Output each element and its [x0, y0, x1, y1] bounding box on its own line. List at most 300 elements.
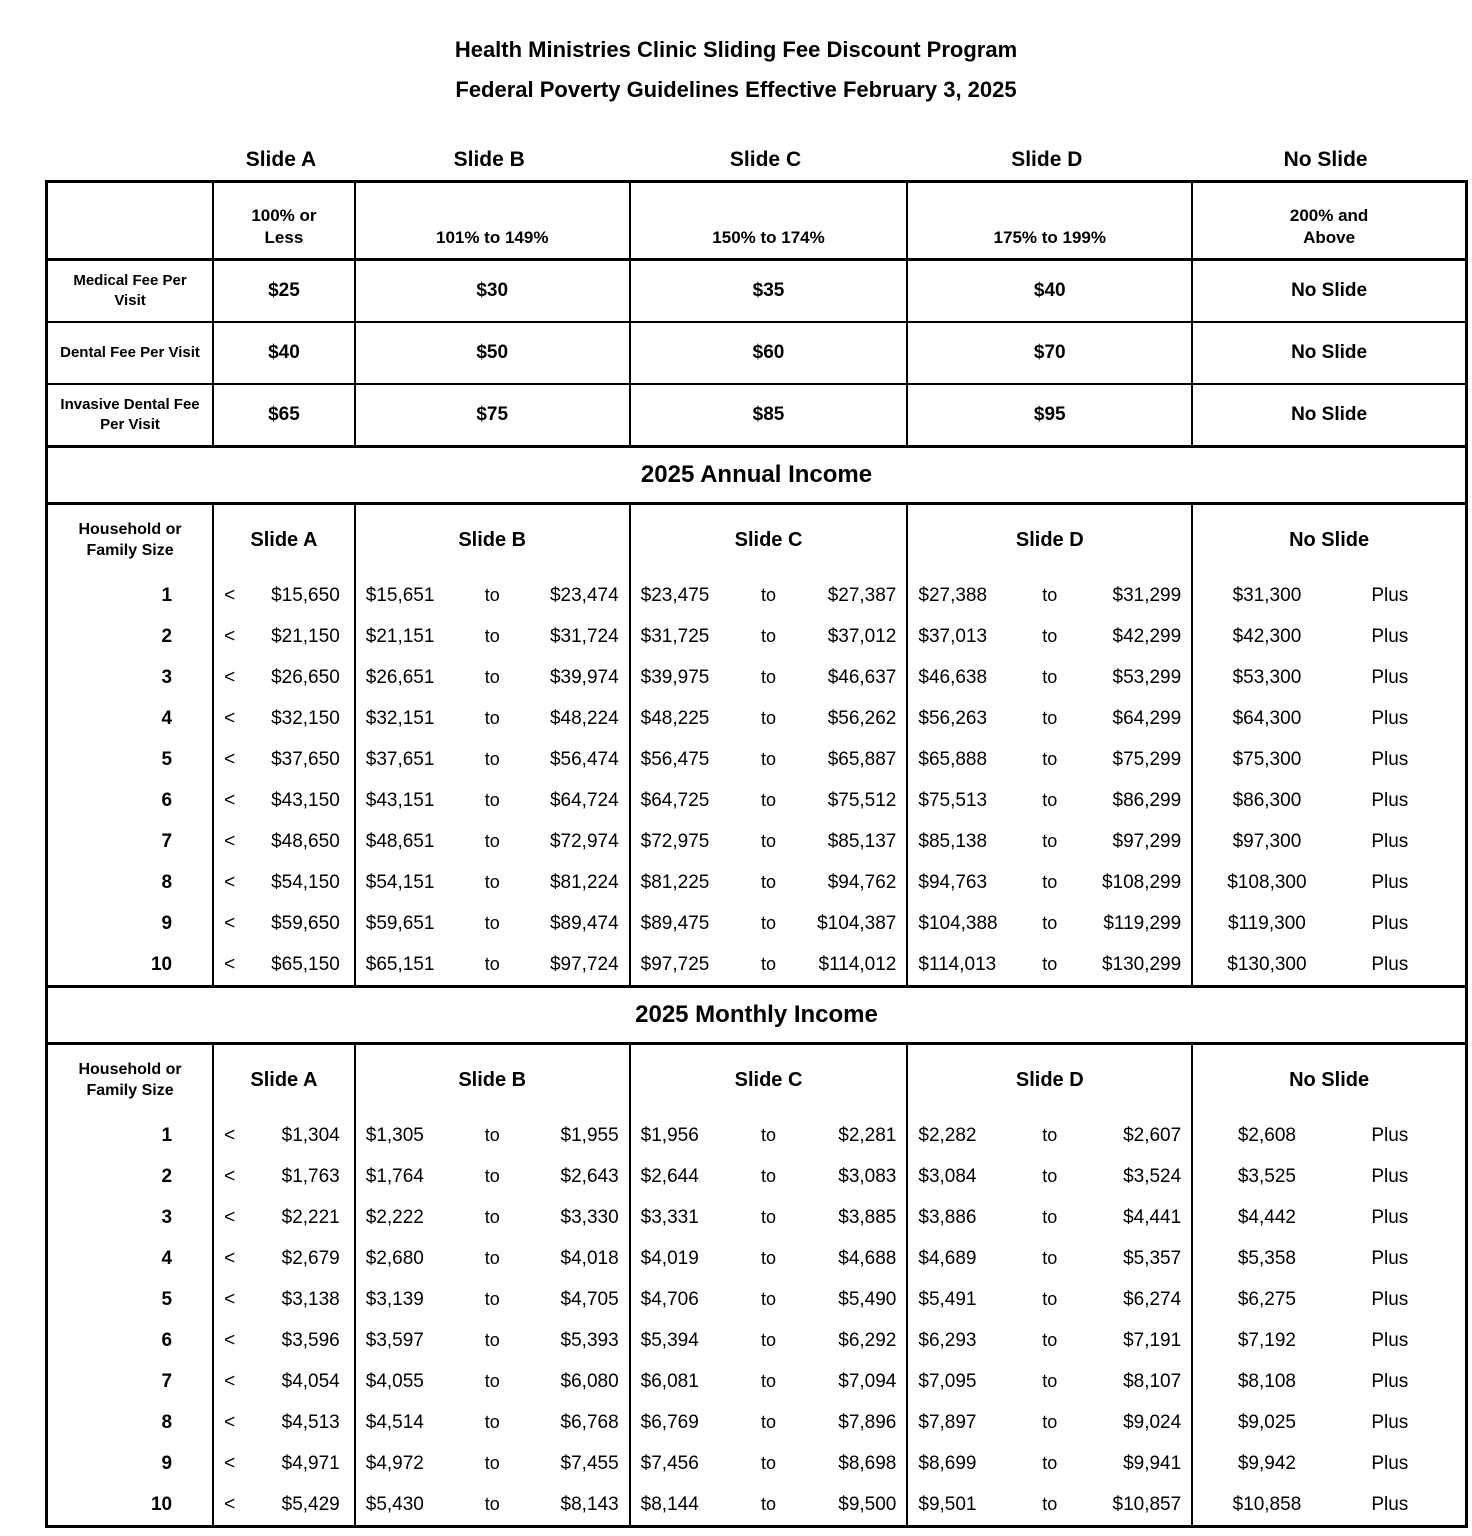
slide-d-high: $9,024: [1123, 1411, 1182, 1433]
fee-value-slide-d: $70: [907, 322, 1192, 384]
plus-label: Plus: [1371, 912, 1409, 934]
fee-value-slide-a: $25: [213, 260, 355, 323]
range-to-label: to: [484, 749, 500, 769]
less-than-symbol: <: [224, 625, 236, 647]
plus-label: Plus: [1371, 1206, 1409, 1228]
range-to-label: to: [1042, 1330, 1058, 1350]
slide-a-max: $59,650: [271, 912, 340, 934]
slide-d-low: $85,138: [918, 830, 988, 852]
monthly-income-rows: [48, 1115, 1465, 1525]
household-size: 8: [161, 1411, 173, 1433]
range-to-label: to: [1042, 913, 1058, 933]
monthly-income-row: [48, 1279, 1465, 1320]
slide-b-low: $3,597: [365, 1329, 424, 1351]
slide-c-high: $5,490: [838, 1288, 897, 1310]
range-to-label: to: [1042, 749, 1058, 769]
page-title-line2: Federal Poverty Guidelines Effective February 3, 2025: [455, 77, 1017, 102]
less-than-symbol: <: [224, 1124, 236, 1146]
range-to-label: to: [1042, 667, 1058, 687]
slide-a-max: $1,763: [281, 1165, 340, 1187]
slide-d-low: $4,689: [918, 1247, 977, 1269]
slide-d-low: $2,282: [918, 1124, 977, 1146]
slide-c-low: $39,975: [640, 666, 710, 688]
slide-b-high: $48,224: [549, 707, 619, 729]
range-to-label: to: [761, 708, 777, 728]
annual-header-slide-d: Slide D: [907, 505, 1192, 575]
slide-c-high: $94,762: [827, 871, 897, 893]
annual-income-rows: [48, 575, 1465, 985]
slide-c-low: $6,769: [640, 1411, 699, 1433]
annual-income-section-title: 2025 Annual Income: [48, 445, 1465, 505]
range-to-label: to: [484, 1289, 500, 1309]
slide-b-high: $6,768: [560, 1411, 619, 1433]
slide-label-c: Slide C: [729, 148, 802, 171]
slide-c-high: $9,500: [838, 1493, 897, 1515]
slide-c-low: $4,706: [640, 1288, 699, 1310]
slide-b-low: $1,764: [365, 1165, 424, 1187]
range-to-label: to: [761, 872, 777, 892]
less-than-symbol: <: [224, 666, 236, 688]
slide-b-high: $39,974: [549, 666, 619, 688]
slide-d-low: $56,263: [918, 707, 988, 729]
no-slide-threshold: $108,300: [1227, 871, 1307, 893]
fee-value-slide-c: $60: [630, 322, 908, 384]
range-to-label: to: [484, 1494, 500, 1514]
slide-d-high: $9,941: [1123, 1452, 1182, 1474]
plus-label: Plus: [1371, 584, 1409, 606]
slide-b-low: $2,680: [365, 1247, 424, 1269]
range-to-label: to: [1042, 1207, 1058, 1227]
household-size: 10: [150, 1493, 173, 1515]
slide-c-low: $1,956: [640, 1124, 699, 1146]
slide-b-high: $72,974: [549, 830, 619, 852]
less-than-symbol: <: [224, 789, 236, 811]
slide-b-low: $43,151: [365, 789, 435, 811]
range-to-label: to: [761, 1494, 777, 1514]
monthly-header-no-slide: No Slide: [1192, 1045, 1465, 1115]
fee-value-no-slide: No Slide: [1192, 384, 1465, 445]
slide-b-low: $32,151: [365, 707, 435, 729]
percent-range-slide-a: 100% or Less: [251, 206, 317, 247]
slide-c-high: $27,387: [827, 584, 897, 606]
slide-b-low: $54,151: [365, 871, 435, 893]
range-to-label: to: [1042, 626, 1058, 646]
range-to-label: to: [761, 585, 777, 605]
range-to-label: to: [1042, 1289, 1058, 1309]
slide-b-high: $6,080: [560, 1370, 619, 1392]
household-size: 9: [161, 912, 173, 934]
slide-d-high: $6,274: [1123, 1288, 1182, 1310]
no-slide-threshold: $9,942: [1237, 1452, 1296, 1474]
slide-c-high: $104,387: [817, 912, 897, 934]
slide-b-high: $8,143: [560, 1493, 619, 1515]
plus-label: Plus: [1371, 953, 1409, 975]
range-to-label: to: [484, 1330, 500, 1350]
slide-d-high: $53,299: [1112, 666, 1182, 688]
slide-c-low: $97,725: [640, 953, 710, 975]
slide-b-high: $1,955: [560, 1124, 619, 1146]
slide-d-high: $8,107: [1123, 1370, 1182, 1392]
household-size: 5: [161, 1288, 173, 1310]
percent-range-row: [48, 183, 1465, 260]
range-to-label: to: [484, 831, 500, 851]
slide-d-high: $130,299: [1101, 953, 1182, 975]
slide-c-low: $3,331: [640, 1206, 699, 1228]
range-to-label: to: [484, 667, 500, 687]
slide-d-low: $6,293: [918, 1329, 977, 1351]
slide-c-high: $7,896: [838, 1411, 897, 1433]
slide-d-low: $65,888: [918, 748, 988, 770]
slide-label-a: Slide A: [245, 148, 317, 171]
slide-b-high: $4,705: [560, 1288, 619, 1310]
slide-a-max: $1,304: [281, 1124, 340, 1146]
percent-range-slide-d: 175% to 199%: [993, 228, 1106, 247]
no-slide-threshold: $4,442: [1237, 1206, 1296, 1228]
range-to-label: to: [484, 1248, 500, 1268]
slide-c-high: $85,137: [827, 830, 897, 852]
range-to-label: to: [484, 913, 500, 933]
fee-rows: [48, 260, 1465, 446]
plus-label: Plus: [1371, 1329, 1409, 1351]
plus-label: Plus: [1371, 1247, 1409, 1269]
less-than-symbol: <: [224, 707, 236, 729]
slide-a-max: $37,650: [271, 748, 340, 770]
monthly-income-section-title: 2025 Monthly Income: [48, 985, 1465, 1045]
slide-d-low: $75,513: [918, 789, 988, 811]
slide-a-max: $65,150: [271, 953, 340, 975]
annual-income-row: [48, 616, 1465, 657]
slide-b-high: $56,474: [549, 748, 619, 770]
plus-label: Plus: [1371, 1165, 1409, 1187]
annual-income-row: [48, 862, 1465, 903]
fee-row: [48, 260, 1465, 323]
range-to-label: to: [1042, 708, 1058, 728]
page-title-line1: Health Ministries Clinic Sliding Fee Discount Program: [454, 37, 1018, 62]
slide-c-high: $7,094: [838, 1370, 897, 1392]
slide-a-max: $15,650: [271, 584, 340, 606]
fee-value-slide-a: $65: [213, 384, 355, 445]
range-to-label: to: [761, 1125, 777, 1145]
slide-b-low: $3,139: [365, 1288, 424, 1310]
slide-c-low: $4,019: [640, 1247, 699, 1269]
range-to-label: to: [484, 708, 500, 728]
no-slide-threshold: $64,300: [1232, 707, 1302, 729]
slide-c-high: $37,012: [827, 625, 897, 647]
monthly-income-row: [48, 1156, 1465, 1197]
range-to-label: to: [484, 1125, 500, 1145]
slide-a-max: $54,150: [271, 871, 340, 893]
fee-row-label: Invasive Dental Fee Per Visit: [60, 396, 200, 433]
range-to-label: to: [761, 1371, 777, 1391]
range-to-label: to: [761, 1248, 777, 1268]
slide-c-high: $2,281: [838, 1124, 897, 1146]
slide-d-low: $27,388: [918, 584, 988, 606]
range-to-label: to: [1042, 872, 1058, 892]
range-to-label: to: [484, 954, 500, 974]
plus-label: Plus: [1371, 666, 1409, 688]
plus-label: Plus: [1371, 871, 1409, 893]
slide-a-max: $5,429: [281, 1493, 340, 1515]
fee-value-slide-b: $50: [355, 322, 630, 384]
household-size: 7: [161, 830, 173, 852]
slide-d-high: $10,857: [1112, 1493, 1182, 1515]
slide-b-low: $59,651: [365, 912, 435, 934]
slide-d-low: $7,095: [918, 1370, 977, 1392]
slide-b-low: $4,055: [365, 1370, 424, 1392]
slide-c-low: $31,725: [640, 625, 710, 647]
household-size-header: Household or Family Size: [78, 1061, 182, 1099]
range-to-label: to: [1042, 790, 1058, 810]
slide-d-high: $2,607: [1123, 1124, 1182, 1146]
slide-a-max: $32,150: [271, 707, 340, 729]
household-size-header: Household or Family Size: [78, 521, 182, 559]
range-to-label: to: [761, 1166, 777, 1186]
fee-value-no-slide: No Slide: [1192, 260, 1465, 323]
less-than-symbol: <: [224, 912, 236, 934]
percent-range-slide-c: 150% to 174%: [712, 228, 825, 247]
no-slide-threshold: $97,300: [1232, 830, 1302, 852]
range-to-label: to: [1042, 831, 1058, 851]
range-to-label: to: [1042, 1494, 1058, 1514]
slide-d-high: $3,524: [1123, 1165, 1182, 1187]
no-slide-threshold: $75,300: [1232, 748, 1302, 770]
slide-d-high: $31,299: [1112, 584, 1182, 606]
slide-label-spacer: [45, 148, 210, 180]
percent-range-slide-b: 101% to 149%: [435, 228, 549, 247]
plus-label: Plus: [1371, 1452, 1409, 1474]
plus-label: Plus: [1371, 789, 1409, 811]
less-than-symbol: <: [224, 1329, 236, 1351]
slide-d-low: $7,897: [918, 1411, 977, 1433]
range-to-label: to: [761, 1207, 777, 1227]
slide-d-high: $4,441: [1123, 1206, 1182, 1228]
monthly-income-row: [48, 1443, 1465, 1484]
range-to-label: to: [484, 585, 500, 605]
slide-c-low: $2,644: [640, 1165, 699, 1187]
no-slide-threshold: $42,300: [1232, 625, 1302, 647]
less-than-symbol: <: [224, 953, 236, 975]
fee-value-slide-b: $75: [355, 384, 630, 445]
fee-value-slide-b: $30: [355, 260, 630, 323]
slide-b-high: $4,018: [560, 1247, 619, 1269]
no-slide-threshold: $3,525: [1237, 1165, 1296, 1187]
no-slide-threshold: $5,358: [1237, 1247, 1296, 1269]
slide-d-low: $5,491: [918, 1288, 977, 1310]
slide-d-high: $42,299: [1112, 625, 1182, 647]
fee-value-no-slide: No Slide: [1192, 322, 1465, 384]
no-slide-threshold: $53,300: [1232, 666, 1302, 688]
slide-b-high: $97,724: [549, 953, 619, 975]
no-slide-threshold: $86,300: [1232, 789, 1302, 811]
range-to-label: to: [761, 749, 777, 769]
slide-c-high: $46,637: [827, 666, 897, 688]
fee-row: [48, 322, 1465, 384]
household-size: 10: [150, 953, 173, 975]
monthly-income-table: [48, 1045, 1465, 1525]
range-to-label: to: [484, 626, 500, 646]
monthly-header-slide-c: Slide C: [630, 1045, 908, 1115]
monthly-header-slide-b: Slide B: [355, 1045, 630, 1115]
slide-a-max: $4,971: [281, 1452, 340, 1474]
fee-value-slide-a: $40: [213, 322, 355, 384]
percent-range-no-slide: 200% and Above: [1289, 206, 1369, 247]
slide-d-high: $5,357: [1123, 1247, 1182, 1269]
no-slide-threshold: $119,300: [1228, 912, 1306, 934]
less-than-symbol: <: [224, 1370, 236, 1392]
household-size: 9: [161, 1452, 173, 1474]
range-to-label: to: [761, 1289, 777, 1309]
no-slide-threshold: $10,858: [1232, 1493, 1302, 1515]
slide-c-low: $81,225: [640, 871, 710, 893]
annual-income-row: [48, 575, 1465, 616]
less-than-symbol: <: [224, 1165, 236, 1187]
fee-row-label: Medical Fee Per Visit: [73, 272, 187, 309]
household-size: 5: [161, 748, 173, 770]
slide-c-high: $4,688: [838, 1247, 897, 1269]
household-size: 1: [161, 584, 173, 606]
annual-income-table: [48, 505, 1465, 985]
slide-label-d: Slide D: [1011, 148, 1083, 171]
less-than-symbol: <: [224, 1493, 236, 1515]
slide-c-high: $75,512: [827, 789, 897, 811]
slide-b-low: $2,222: [365, 1206, 424, 1228]
slide-b-high: $81,224: [549, 871, 619, 893]
no-slide-threshold: $6,275: [1237, 1288, 1296, 1310]
slide-a-max: $21,150: [271, 625, 340, 647]
less-than-symbol: <: [224, 1247, 236, 1269]
range-to-label: to: [1042, 1371, 1058, 1391]
range-to-label: to: [761, 831, 777, 851]
slide-b-low: $48,651: [365, 830, 435, 852]
slide-c-low: $48,225: [640, 707, 710, 729]
slide-c-low: $6,081: [640, 1370, 699, 1392]
slide-d-low: $114,013: [918, 953, 997, 975]
slide-c-high: $56,262: [827, 707, 897, 729]
slide-b-low: $15,651: [365, 584, 435, 606]
range-to-label: to: [1042, 1125, 1058, 1145]
less-than-symbol: <: [224, 1206, 236, 1228]
less-than-symbol: <: [224, 1452, 236, 1474]
range-to-label: to: [484, 1453, 500, 1473]
household-size: 3: [161, 1206, 173, 1228]
no-slide-threshold: $8,108: [1237, 1370, 1296, 1392]
no-slide-threshold: $31,300: [1232, 584, 1302, 606]
less-than-symbol: <: [224, 1288, 236, 1310]
range-to-label: to: [761, 667, 777, 687]
slide-c-high: $65,887: [827, 748, 897, 770]
fee-schedule-sheet: [45, 180, 1468, 1528]
slide-d-low: $3,886: [918, 1206, 977, 1228]
monthly-income-row: [48, 1484, 1465, 1525]
annual-income-row: [48, 739, 1465, 780]
slide-a-max: $4,054: [281, 1370, 340, 1392]
plus-label: Plus: [1371, 830, 1409, 852]
slide-d-low: $8,699: [918, 1452, 977, 1474]
slide-c-low: $7,456: [640, 1452, 699, 1474]
no-slide-threshold: $9,025: [1237, 1411, 1296, 1433]
document-title: [0, 0, 1472, 110]
slide-b-low: $37,651: [365, 748, 435, 770]
monthly-header-slide-a: Slide A: [213, 1045, 355, 1115]
slide-c-low: $23,475: [640, 584, 710, 606]
monthly-income-row: [48, 1361, 1465, 1402]
annual-income-row: [48, 944, 1465, 985]
range-to-label: to: [484, 1371, 500, 1391]
slide-a-max: $43,150: [271, 789, 340, 811]
slide-d-low: $46,638: [918, 666, 988, 688]
slide-b-high: $31,724: [549, 625, 619, 647]
slide-b-low: $1,305: [365, 1124, 424, 1146]
plus-label: Plus: [1371, 625, 1409, 647]
fee-row: [48, 384, 1465, 445]
range-to-label: to: [1042, 1248, 1058, 1268]
range-to-label: to: [1042, 1453, 1058, 1473]
range-to-label: to: [484, 872, 500, 892]
fee-value-slide-c: $85: [630, 384, 908, 445]
plus-label: Plus: [1371, 1493, 1409, 1515]
no-slide-threshold: $7,192: [1237, 1329, 1296, 1351]
monthly-income-row: [48, 1320, 1465, 1361]
fee-row-label: Dental Fee Per Visit: [60, 344, 200, 361]
slide-d-high: $64,299: [1112, 707, 1182, 729]
slide-b-low: $21,151: [365, 625, 435, 647]
range-to-label: to: [484, 1207, 500, 1227]
household-size: 8: [161, 871, 173, 893]
slide-c-low: $64,725: [640, 789, 710, 811]
slide-b-low: $65,151: [365, 953, 435, 975]
slide-c-low: $56,475: [640, 748, 710, 770]
range-to-label: to: [484, 790, 500, 810]
plus-label: Plus: [1371, 1411, 1409, 1433]
range-to-label: to: [484, 1412, 500, 1432]
slide-label-no-slide: No Slide: [1283, 148, 1368, 171]
fee-table: [48, 183, 1465, 445]
annual-header-row: [48, 505, 1465, 575]
slide-d-low: $37,013: [918, 625, 988, 647]
slide-c-high: $8,698: [838, 1452, 897, 1474]
slide-c-low: $89,475: [640, 912, 710, 934]
slide-c-high: $6,292: [838, 1329, 897, 1351]
household-size: 6: [161, 1329, 173, 1351]
slide-a-max: $4,513: [281, 1411, 340, 1433]
household-size: 2: [161, 1165, 173, 1187]
range-to-label: to: [484, 1166, 500, 1186]
slide-c-high: $114,012: [818, 953, 897, 975]
slide-c-high: $3,885: [838, 1206, 897, 1228]
slide-d-high: $97,299: [1112, 830, 1182, 852]
slide-d-high: $75,299: [1112, 748, 1182, 770]
annual-income-row: [48, 821, 1465, 862]
slide-a-max: $2,679: [281, 1247, 340, 1269]
slide-a-max: $48,650: [271, 830, 340, 852]
range-to-label: to: [1042, 1166, 1058, 1186]
less-than-symbol: <: [224, 584, 236, 606]
annual-header-slide-a: Slide A: [213, 505, 355, 575]
range-to-label: to: [761, 913, 777, 933]
slide-a-max: $2,221: [281, 1206, 340, 1228]
household-size: 7: [161, 1370, 173, 1392]
plus-label: Plus: [1371, 707, 1409, 729]
slide-c-low: $5,394: [640, 1329, 699, 1351]
slide-b-high: $23,474: [549, 584, 619, 606]
slide-d-high: $119,299: [1103, 912, 1182, 934]
household-size: 2: [161, 625, 173, 647]
slide-d-low: $104,388: [918, 912, 998, 934]
fee-value-slide-c: $35: [630, 260, 908, 323]
range-to-label: to: [761, 1330, 777, 1350]
annual-header-slide-b: Slide B: [355, 505, 630, 575]
monthly-income-row: [48, 1238, 1465, 1279]
